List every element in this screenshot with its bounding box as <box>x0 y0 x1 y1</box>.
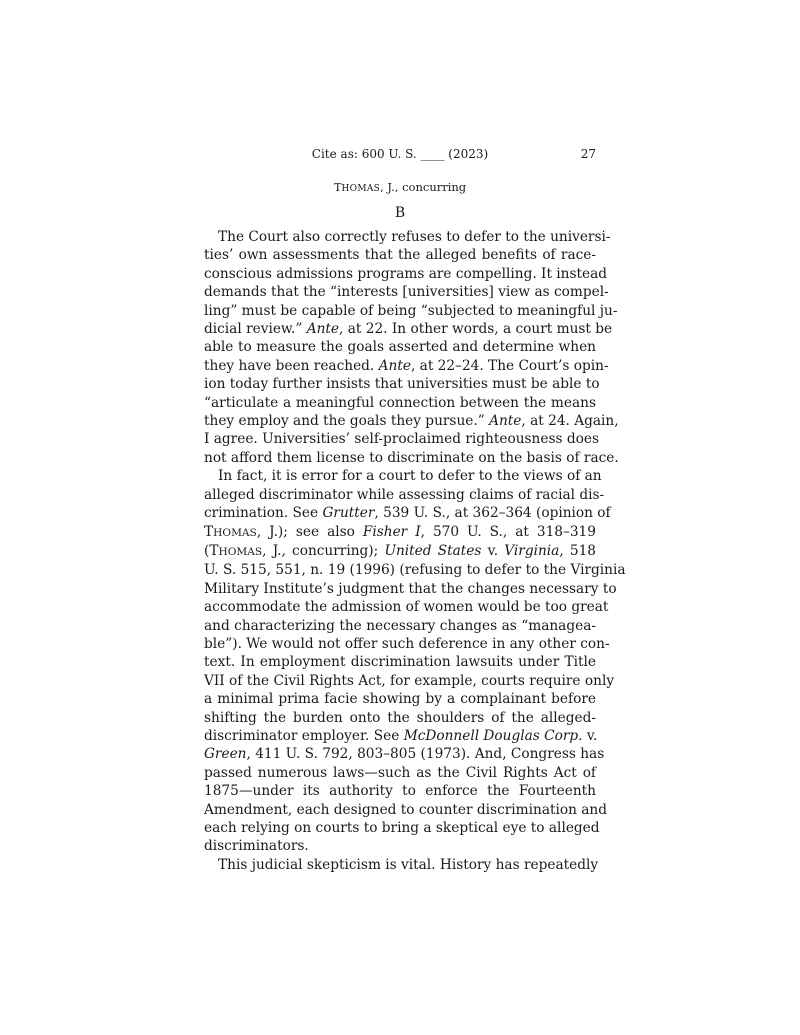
text-line: and characterizing the necessary changes as “managea- <box>204 617 596 634</box>
author-initial: T <box>333 180 342 194</box>
case-cite: Ante <box>306 321 340 338</box>
text-line: In fact, it is error for a court to defer to the views of an <box>218 468 602 485</box>
text-line: shifting the burden onto the shoulders of the alleged- <box>204 709 596 726</box>
text-line: able to measure the goals asserted and determine when <box>204 339 596 356</box>
case-cite: Virginia <box>504 542 560 559</box>
text-line: discriminator employer. See McDonnell Douglas Corp. v. <box>204 727 598 744</box>
text-line: The Court also correctly refuses to defer to the universi- <box>218 229 611 245</box>
text-line: demands that the “interests [universities] view as compel- <box>204 284 609 301</box>
section-heading: B <box>394 205 406 221</box>
text-line: accommodate the admission of women would be too great <box>204 599 609 616</box>
case-cite: Ante <box>378 357 411 374</box>
text-line: ble”). We would not offer such deference in any other con- <box>204 635 610 652</box>
text-line: 1875—under its authority to enforce the Fourteenth <box>204 783 596 800</box>
opinion-author-line <box>204 180 596 194</box>
page-number: 27 <box>580 147 596 161</box>
author-smallcaps: HOMAS <box>341 184 381 194</box>
text-line: passed numerous laws—such as the Civil Rights Act of <box>204 764 596 781</box>
text-line: Amendment, each designed to counter discrimination and <box>204 801 608 818</box>
text-line: ion today further insists that universities must be able to <box>204 376 600 393</box>
text-line: crimination. See Grutter, 539 U. S., at 362–364 (opinion of <box>204 505 611 522</box>
text-line: U. S. 515, 551, n. 19 (1996) (refusing to defer to the Virginia <box>204 562 626 579</box>
text-line: discriminators. <box>204 838 309 855</box>
text-line: (THOMAS, J., concurring); United States v. Virginia, 518 <box>204 542 597 559</box>
case-cite: Ante <box>489 413 522 430</box>
text-line: not afford them license to discriminate on the basis of race. <box>204 449 619 466</box>
text-line: ling” must be capable of being “subjected to meaningful ju- <box>204 302 618 319</box>
text-line: they have been reached. Ante, at 22–24. The Court’s opin- <box>204 357 609 374</box>
text-line: each relying on courts to bring a skeptical eye to alleged <box>204 820 600 836</box>
text-line: Green, 411 U. S. 792, 803–805 (1973). And, Congress has <box>204 746 605 763</box>
case-cite: McDonnell Douglas Corp. <box>403 727 583 744</box>
opinion-text <box>204 228 626 874</box>
text-line: text. In employment discrimination lawsuits under Title <box>204 654 596 671</box>
text-line: Military Institute’s judgment that the changes necessary to <box>204 580 617 597</box>
text-line: they employ and the goals they pursue.” Ante, at 24. Again, <box>204 413 619 430</box>
citation: Cite as: 600 U. S. ____ (2023) <box>311 147 489 161</box>
text-line: THOMAS, J.); see also Fisher I, 570 U. S., at 318–319 <box>204 523 596 540</box>
case-cite: Green <box>204 746 247 763</box>
case-cite: Grutter <box>322 505 375 522</box>
case-cite: Fisher I <box>362 523 421 540</box>
text-line: dicial review.” Ante, at 22. In other words, a court must be <box>204 321 613 338</box>
text-line: ties’ own assessments that the alleged benefits of race- <box>204 247 596 264</box>
case-cite: United States <box>384 542 482 559</box>
text-line: VII of the Civil Rights Act, for example, courts require only <box>204 672 615 689</box>
text-line: alleged discriminator while assessing claims of racial dis- <box>204 486 605 503</box>
text-line: a minimal prima facie showing by a complainant before <box>204 691 596 708</box>
running-head <box>204 147 596 165</box>
text-line: “articulate a meaningful connection between the means <box>204 394 596 411</box>
author-suffix: , J., concurring <box>380 180 467 194</box>
text-line: conscious admissions programs are compelling. It instead <box>204 265 608 282</box>
text-line: I agree. Universities’ self-proclaimed righteousness does <box>204 431 599 448</box>
text-line: This judicial skepticism is vital. History has repeatedly <box>218 856 599 873</box>
